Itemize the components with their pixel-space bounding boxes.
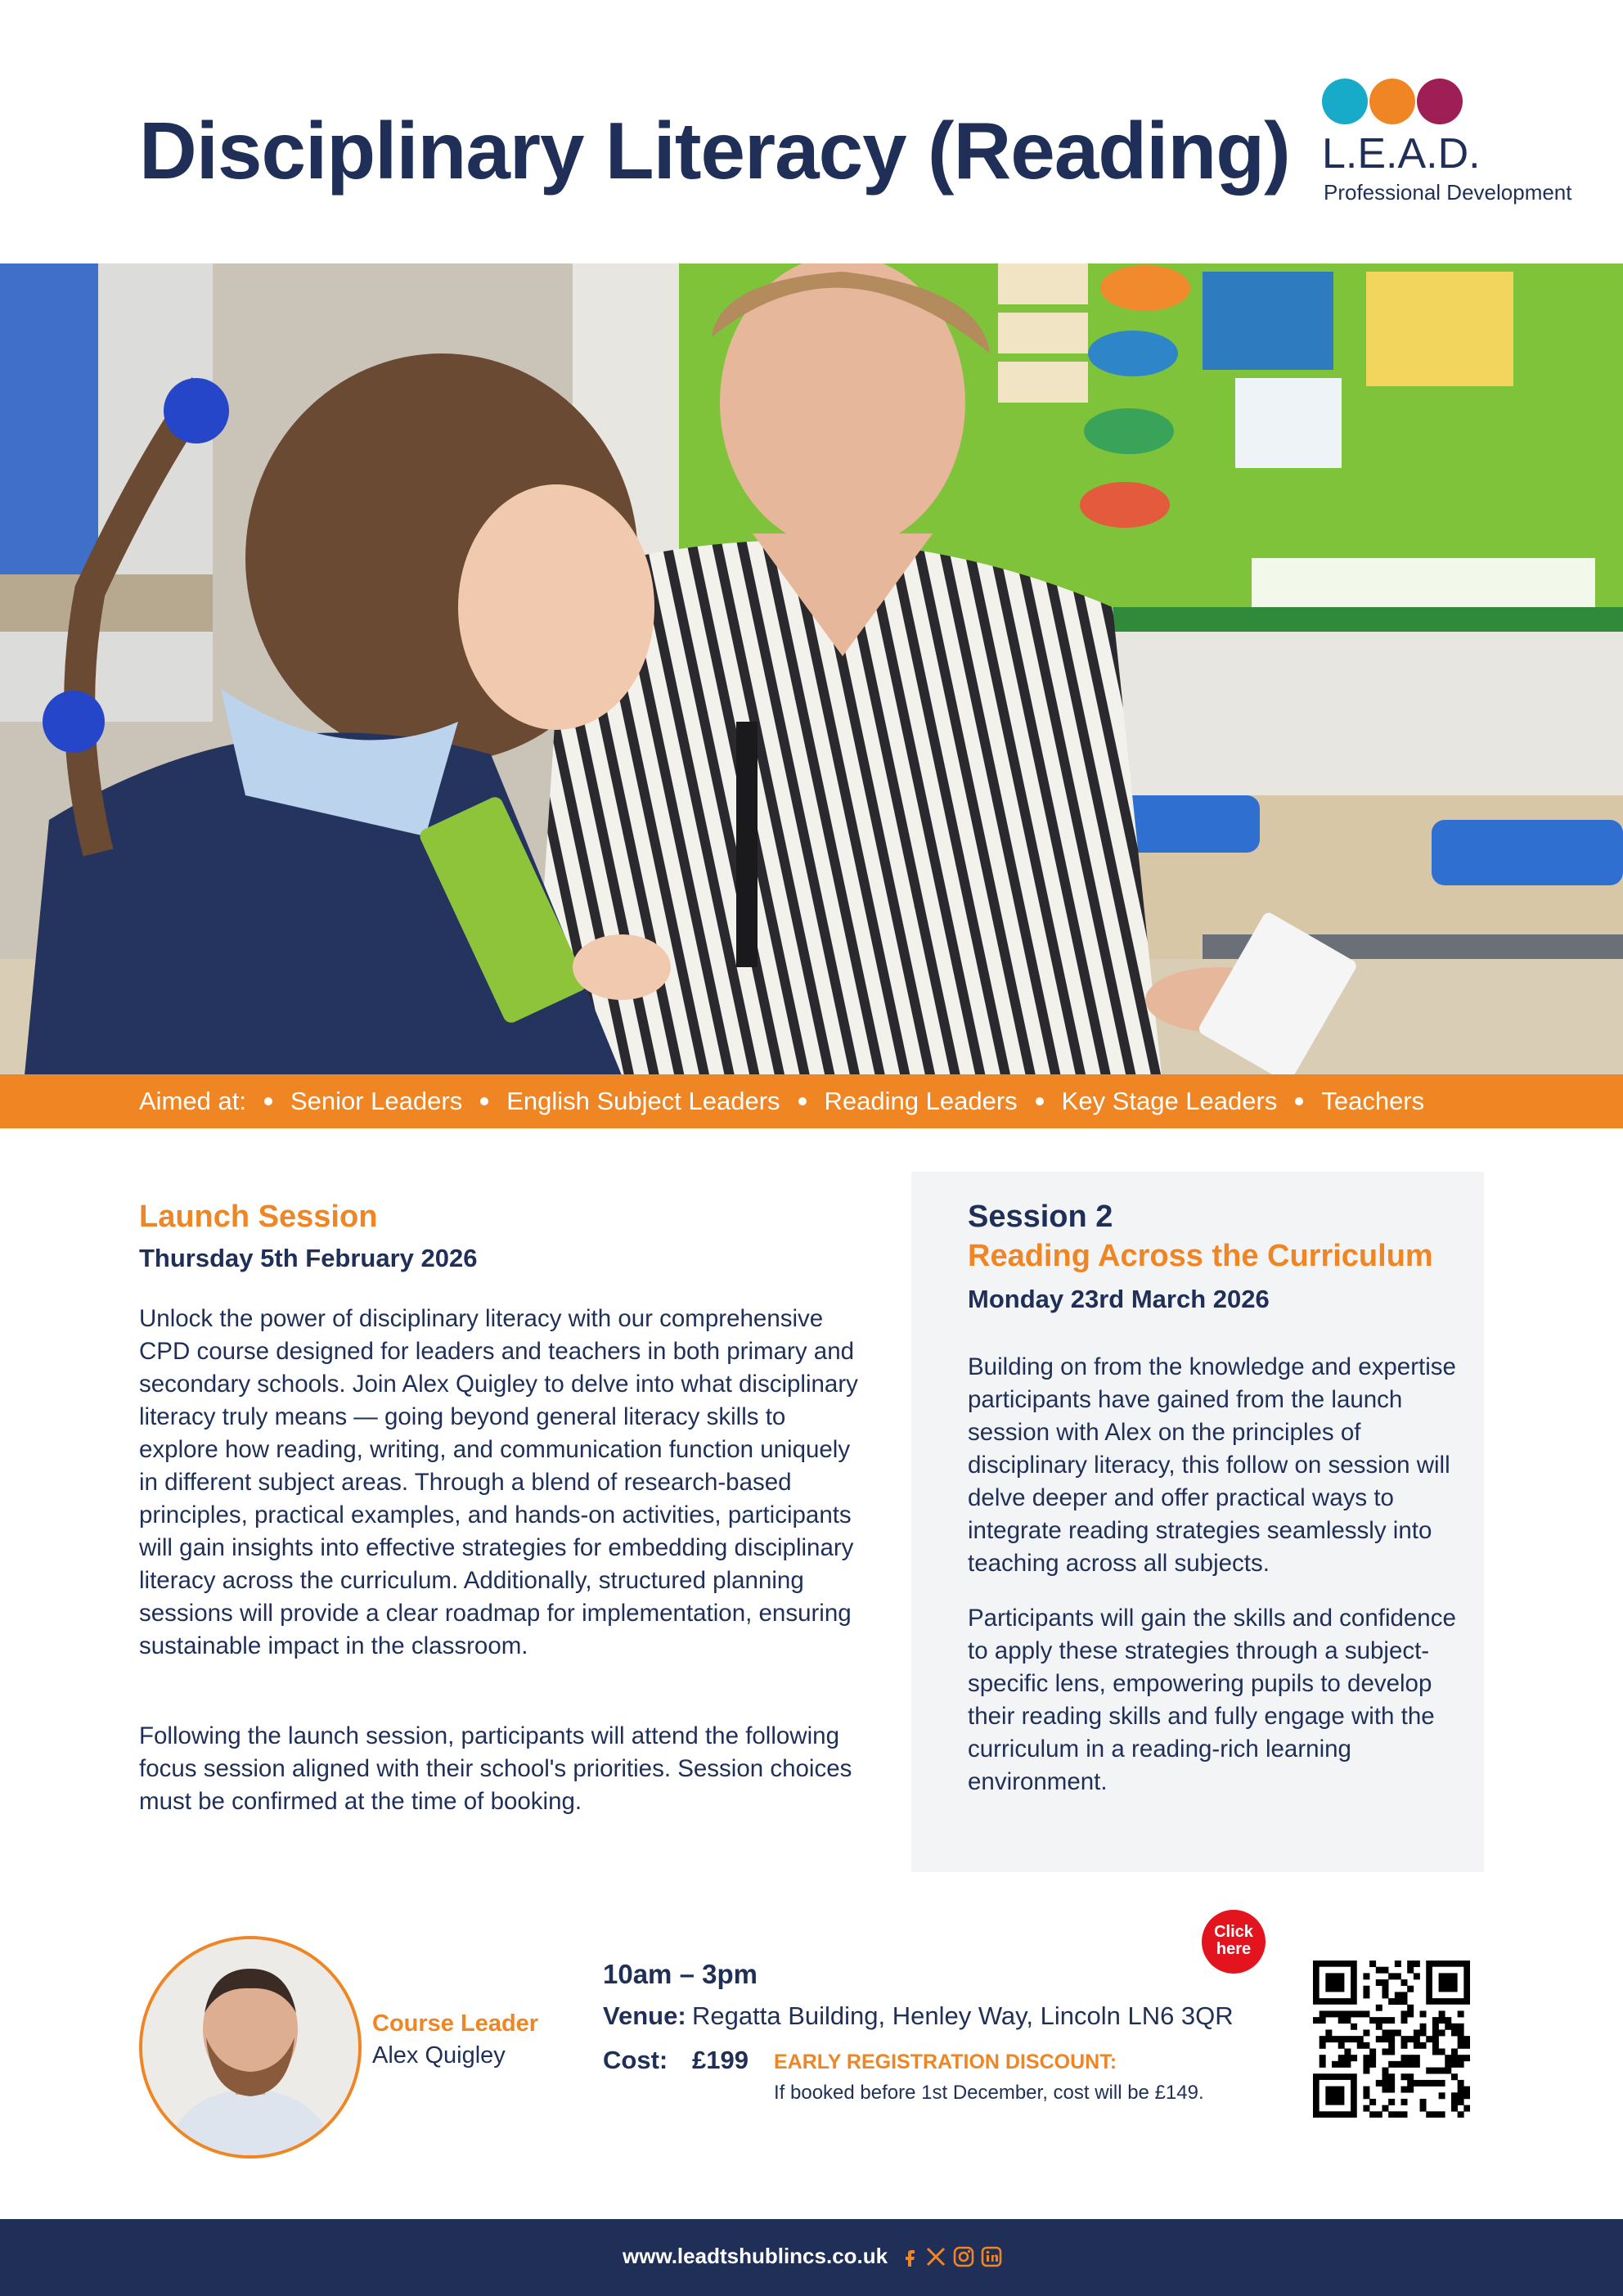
course-leader-name: Alex Quigley: [372, 2042, 506, 2069]
bullet: [798, 1097, 807, 1105]
session-time: 10am – 3pm: [603, 1959, 758, 1989]
launch-session-heading: Launch Session: [139, 1200, 378, 1234]
website-link[interactable]: www.leadtshublincs.co.uk: [623, 2244, 888, 2268]
hero-photo-illustration: [0, 263, 1623, 1075]
audience-item: Key Stage Leaders: [1061, 1087, 1278, 1115]
lead-logo: [1319, 79, 1580, 209]
session-2-label: Session 2: [968, 1200, 1113, 1234]
venue-address: Regatta Building, Henley Way, Lincoln LN6 3QR: [692, 2001, 1234, 2030]
instagram-icon[interactable]: [952, 2245, 975, 2268]
bullet: [1036, 1097, 1044, 1105]
session-2-outcomes: Participants will gain the skills and confidence to apply these strategies through a subject-specific lens, empowering pupils to develop their reading skills and fully engage with the curriculum in a reading-rich learning environment.: [968, 1605, 1456, 1795]
logo-name: L.E.A.D.: [1322, 130, 1481, 178]
x-icon[interactable]: [924, 2245, 947, 2268]
early-discount-text: If booked before 1st December, cost will be £149.: [774, 2082, 1204, 2104]
course-leader-role: Course Leader: [372, 2010, 539, 2037]
early-discount-title: EARLY REGISTRATION DISCOUNT:: [774, 2051, 1117, 2073]
qr-code-graphic: [1313, 1961, 1470, 2118]
bullet: [264, 1097, 272, 1105]
click-here-line2: here: [1216, 1940, 1252, 1958]
facebook-icon[interactable]: [898, 2245, 921, 2268]
cost-value: £199: [692, 2046, 749, 2074]
logo-dot-orange: [1369, 79, 1415, 124]
cost-label: Cost:: [603, 2046, 668, 2074]
session-2-title: Reading Across the Curriculum: [968, 1239, 1433, 1273]
bullet: [480, 1097, 488, 1105]
bullet: [1295, 1097, 1303, 1105]
launch-followup-note: Following the launch session, participants will attend the following focus session aligned with their school's priorities. Session choices must be confirmed at the time of booking.: [139, 1722, 852, 1815]
click-here-button[interactable]: [1202, 1910, 1266, 1974]
click-here-line1: Click: [1214, 1923, 1253, 1941]
page-title: Disciplinary Literacy (Reading): [139, 106, 1290, 196]
course-leader-avatar: [139, 1936, 362, 2159]
logo-dot-teal: [1322, 79, 1368, 124]
logo-subtitle: Professional Development: [1324, 180, 1572, 205]
launch-description: Unlock the power of disciplinary literacy with our comprehensive CPD course designed for leaders and teachers in both primary and secondary schools. Join Alex Quigley to delve into what disciplinary literacy truly means — going beyond general literacy skills to explore how reading, writing, and communication function uniquely in different subject areas. Through a blend of research-based principles, practical examples, and hands-on activities, participants will gain insights into effective strategies for embedding disciplinary literacy across the curriculum. Additionally, structured planning sessions will provide a clear roadmap for implementation, ensuring sustainable impact in the classroom.: [139, 1305, 858, 1659]
avatar-portrait: [142, 1939, 358, 2155]
audience-item: English Subject Leaders: [506, 1087, 780, 1115]
audience-item: Senior Leaders: [290, 1087, 463, 1115]
session-2-date: Monday 23rd March 2026: [968, 1285, 1270, 1313]
session-2-description: Building on from the knowledge and expertise participants have gained from the launch session with Alex on the principles of disciplinary literacy, this follow on session will delve deeper and offer practical ways to integrate reading strategies seamlessly into teaching across all subjects.: [968, 1353, 1456, 1577]
footer-bar: [0, 2219, 1623, 2296]
audience-item: Reading Leaders: [824, 1087, 1018, 1115]
aimed-at-label: Aimed at:: [139, 1087, 246, 1115]
logo-dot-plum: [1417, 79, 1463, 124]
aimed-at-bar: [0, 1074, 1623, 1128]
launch-session-date: Thursday 5th February 2026: [139, 1244, 478, 1272]
linkedin-icon[interactable]: [980, 2245, 1003, 2268]
hero-photo: [0, 263, 1623, 1075]
venue-label: Venue:: [603, 2001, 686, 2030]
qr-code[interactable]: [1313, 1961, 1470, 2118]
audience-item: Teachers: [1321, 1087, 1425, 1115]
